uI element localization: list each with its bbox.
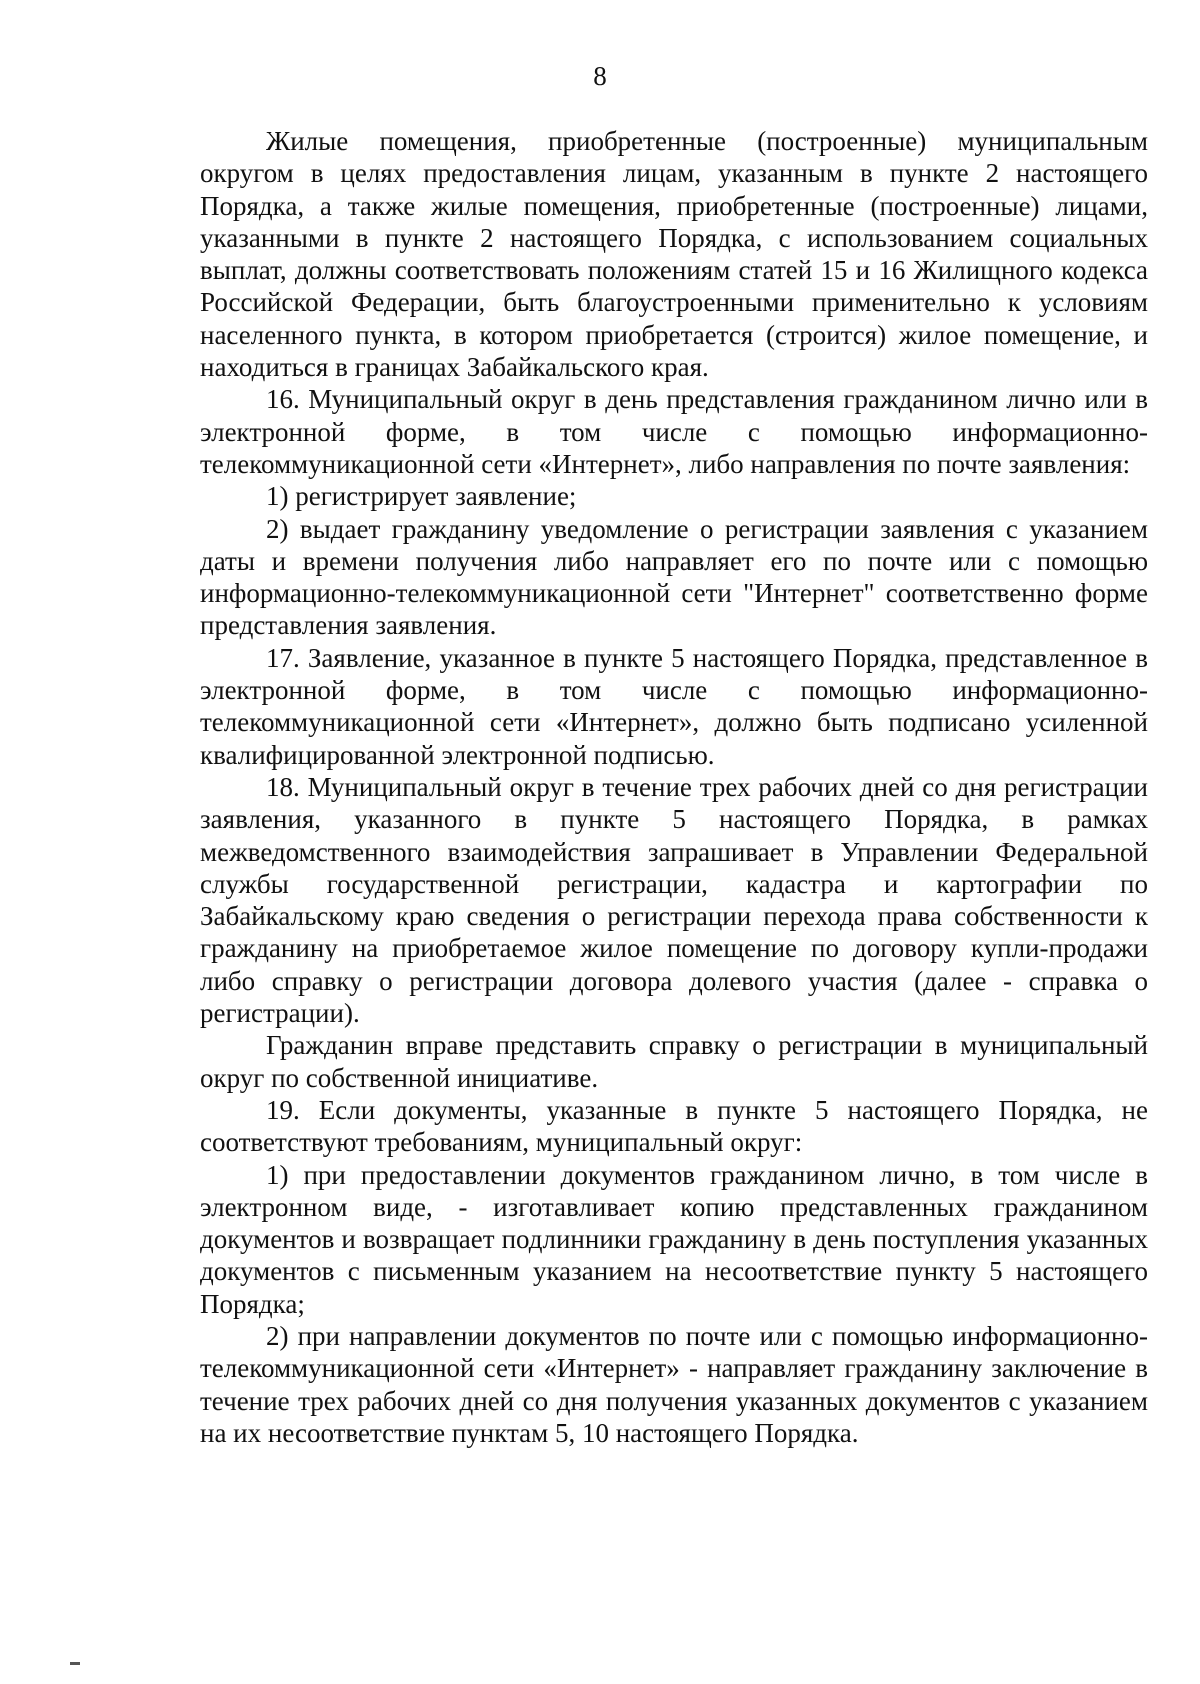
- paragraph-18-interagency-request: 18. Муниципальный округ в течение трех рабочих дней со дня регистрации заявления, указанного в пункте 5 настоящего Порядка, в рамках межведомственного взаимодействия запрашивает в Управлении Федеральной службы государственной регистрации, кадастра и картографии по Забайкальскому краю сведения о регистрации перехода права собственности к гражданину на приобретаемое жилое помещение по договору купли-продажи либо справку о регистрации договора долевого участия (далее - справка о регистрации).: [200, 771, 1148, 1029]
- paragraph-18-citizen-right: Гражданин вправе представить справку о регистрации в муниципальный округ по собственной инициативе.: [200, 1030, 1148, 1093]
- paragraph-19-noncompliance: 19. Если документы, указанные в пункте 5 настоящего Порядка, не соответствуют требованиям, муниципальный округ:: [200, 1094, 1148, 1158]
- paragraph-19-item-2: 2) при направлении документов по почте или с помощью информационно-телекоммуникационной сети «Интернет» - направляет гражданину заключение в течение трех рабочих дней со дня получения указанных документов с указанием на их несоответствие пунктам 5, 10 настоящего Порядка.: [200, 1320, 1148, 1448]
- document-body: [200, 125, 1148, 1449]
- paragraph-19-item-1: 1) при предоставлении документов гражданином лично, в том числе в электронном виде, - изготавливает копию представленных гражданином документов и возвращает подлинники гражданину в день поступления указанных документов с письменным указанием на несоответствие пункту 5 настоящего Порядка;: [200, 1159, 1148, 1319]
- scan-artifact-mark: [70, 1662, 80, 1665]
- paragraph-15-housing-requirements: Жилые помещения, приобретенные (построенные) муниципальным округом в целях предоставления лицам, указанным в пункте 2 настоящего Порядка, а также жилые помещения, приобретенные (построенные) лицами, указанными в пункте 2 настоящего Порядка, с использованием социальных выплат, должны соответствовать положениям статей 15 и 16 Жилищного кодекса Российской Федерации, быть благоустроенными применительно к условиям населенного пункта, в котором приобретается (строится) жилое помещение, и находиться в границах Забайкальского края.: [200, 126, 1148, 383]
- page-number: 8: [593, 61, 607, 91]
- paragraph-16-item-1: 1) регистрирует заявление;: [266, 481, 577, 512]
- paragraph-16-item-2: 2) выдает гражданину уведомление о регистрации заявления с указанием даты и времени получения либо направляет его по почте или с помощью информационно-телекоммуникационной сети "Интернет" соответственно форме представления заявления.: [200, 513, 1148, 641]
- paragraph-17-electronic-signature: 17. Заявление, указанное в пункте 5 настоящего Порядка, представленное в электронной форме, в том числе с помощью информационно-телекоммуникационной сети «Интернет», должно быть подписано усиленной квалифицированной электронной подписью.: [200, 642, 1148, 770]
- paragraph-16-application-receipt: 16. Муниципальный округ в день представления гражданином лично или в электронной форме, в том числе с помощью информационно-телекоммуникационной сети «Интернет», либо направления по почте заявления:: [200, 384, 1148, 479]
